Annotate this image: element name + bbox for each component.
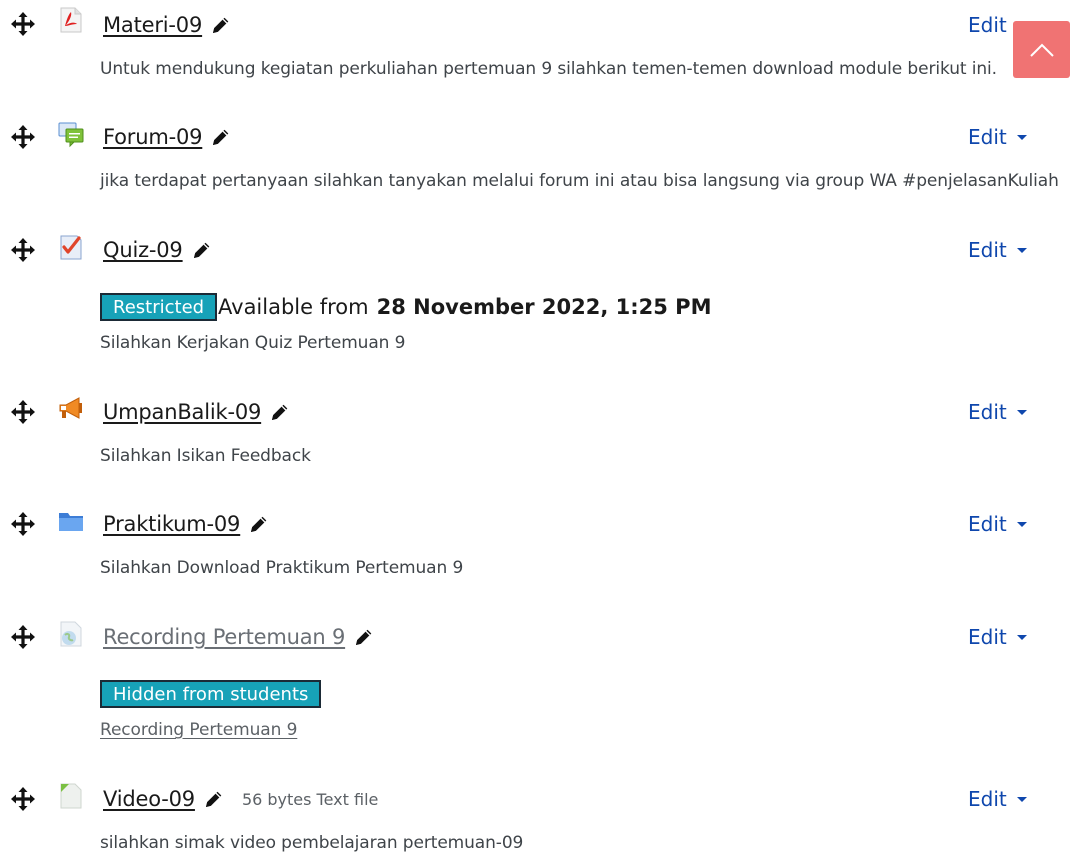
- pencil-edit-icon[interactable]: [249, 514, 269, 534]
- chevron-up-icon: [1029, 42, 1055, 58]
- activity-description: Untuk mendukung kegiatan perkuliahan pertemuan 9 silahkan temen-temen download module berikut ini.: [100, 59, 997, 79]
- move-icon[interactable]: [10, 237, 36, 263]
- move-icon[interactable]: [10, 11, 36, 37]
- caret-down-icon: [1017, 135, 1027, 140]
- edit-label: Edit: [968, 125, 1007, 149]
- activity-description: silahkan simak video pembelajaran pertemuan-09: [100, 833, 524, 853]
- file-meta: 56 bytes Text file: [241, 789, 379, 809]
- activity-title-link[interactable]: Praktikum-09: [103, 512, 241, 536]
- activity-title-link[interactable]: Recording Pertemuan 9: [103, 625, 346, 649]
- activity-description-link[interactable]: Recording Pertemuan 9: [100, 720, 298, 740]
- availability-date: 28 November 2022, 1:25 PM: [376, 295, 712, 319]
- edit-menu-button[interactable]: [968, 235, 1027, 265]
- edit-label: Edit: [968, 625, 1007, 649]
- text-file-icon: [57, 782, 85, 810]
- caret-down-icon: [1017, 635, 1027, 640]
- edit-label: Edit: [968, 787, 1007, 811]
- quiz-icon: [57, 233, 85, 261]
- pdf-icon: [57, 6, 85, 34]
- pencil-edit-icon[interactable]: [270, 402, 290, 422]
- move-icon[interactable]: [10, 511, 36, 537]
- edit-menu-button[interactable]: [968, 509, 1027, 539]
- activity-title-link[interactable]: Forum-09: [103, 125, 203, 149]
- activity-description: Silahkan Kerjakan Quiz Pertemuan 9: [100, 333, 406, 353]
- pencil-edit-icon[interactable]: [211, 127, 231, 147]
- url-globe-icon: [57, 620, 85, 648]
- feedback-megaphone-icon: [57, 395, 85, 423]
- edit-label: Edit: [968, 512, 1007, 536]
- forum-icon: [57, 120, 85, 148]
- edit-menu-button[interactable]: [968, 122, 1027, 152]
- pencil-edit-icon[interactable]: [204, 789, 224, 809]
- caret-down-icon: [1017, 522, 1027, 527]
- edit-label: Edit: [968, 238, 1007, 262]
- availability-info: [218, 293, 711, 321]
- activity-title-link[interactable]: Quiz-09: [103, 238, 183, 262]
- scroll-to-top-button[interactable]: [1013, 21, 1070, 78]
- caret-down-icon: [1017, 248, 1027, 253]
- hidden-from-students-badge: Hidden from students: [100, 680, 321, 708]
- pencil-edit-icon[interactable]: [192, 240, 212, 260]
- move-icon[interactable]: [10, 786, 36, 812]
- edit-menu-button[interactable]: [968, 784, 1027, 814]
- availability-text: Available from: [218, 295, 369, 319]
- edit-menu-button[interactable]: [968, 397, 1027, 427]
- caret-down-icon: [1017, 410, 1027, 415]
- activity-description: Silahkan Isikan Feedback: [100, 446, 311, 466]
- activity-title-link[interactable]: UmpanBalik-09: [103, 400, 262, 424]
- activity-description: Silahkan Download Praktikum Pertemuan 9: [100, 558, 464, 578]
- folder-icon: [57, 507, 85, 535]
- move-icon[interactable]: [10, 124, 36, 150]
- edit-label: Edit: [968, 400, 1007, 424]
- activity-title-link[interactable]: Video-09: [103, 787, 195, 811]
- edit-menu-button[interactable]: [968, 622, 1027, 652]
- move-icon[interactable]: [10, 399, 36, 425]
- pencil-edit-icon[interactable]: [354, 627, 374, 647]
- move-icon[interactable]: [10, 624, 36, 650]
- caret-down-icon: [1017, 797, 1027, 802]
- activity-description: jika terdapat pertanyaan silahkan tanyakan melalui forum ini atau bisa langsung via group WA #penjelasanKuliah: [100, 171, 1059, 191]
- edit-label: Edit: [968, 13, 1007, 37]
- restricted-badge: Restricted: [100, 293, 217, 321]
- pencil-edit-icon[interactable]: [211, 15, 231, 35]
- activity-title-link[interactable]: Materi-09: [103, 13, 203, 37]
